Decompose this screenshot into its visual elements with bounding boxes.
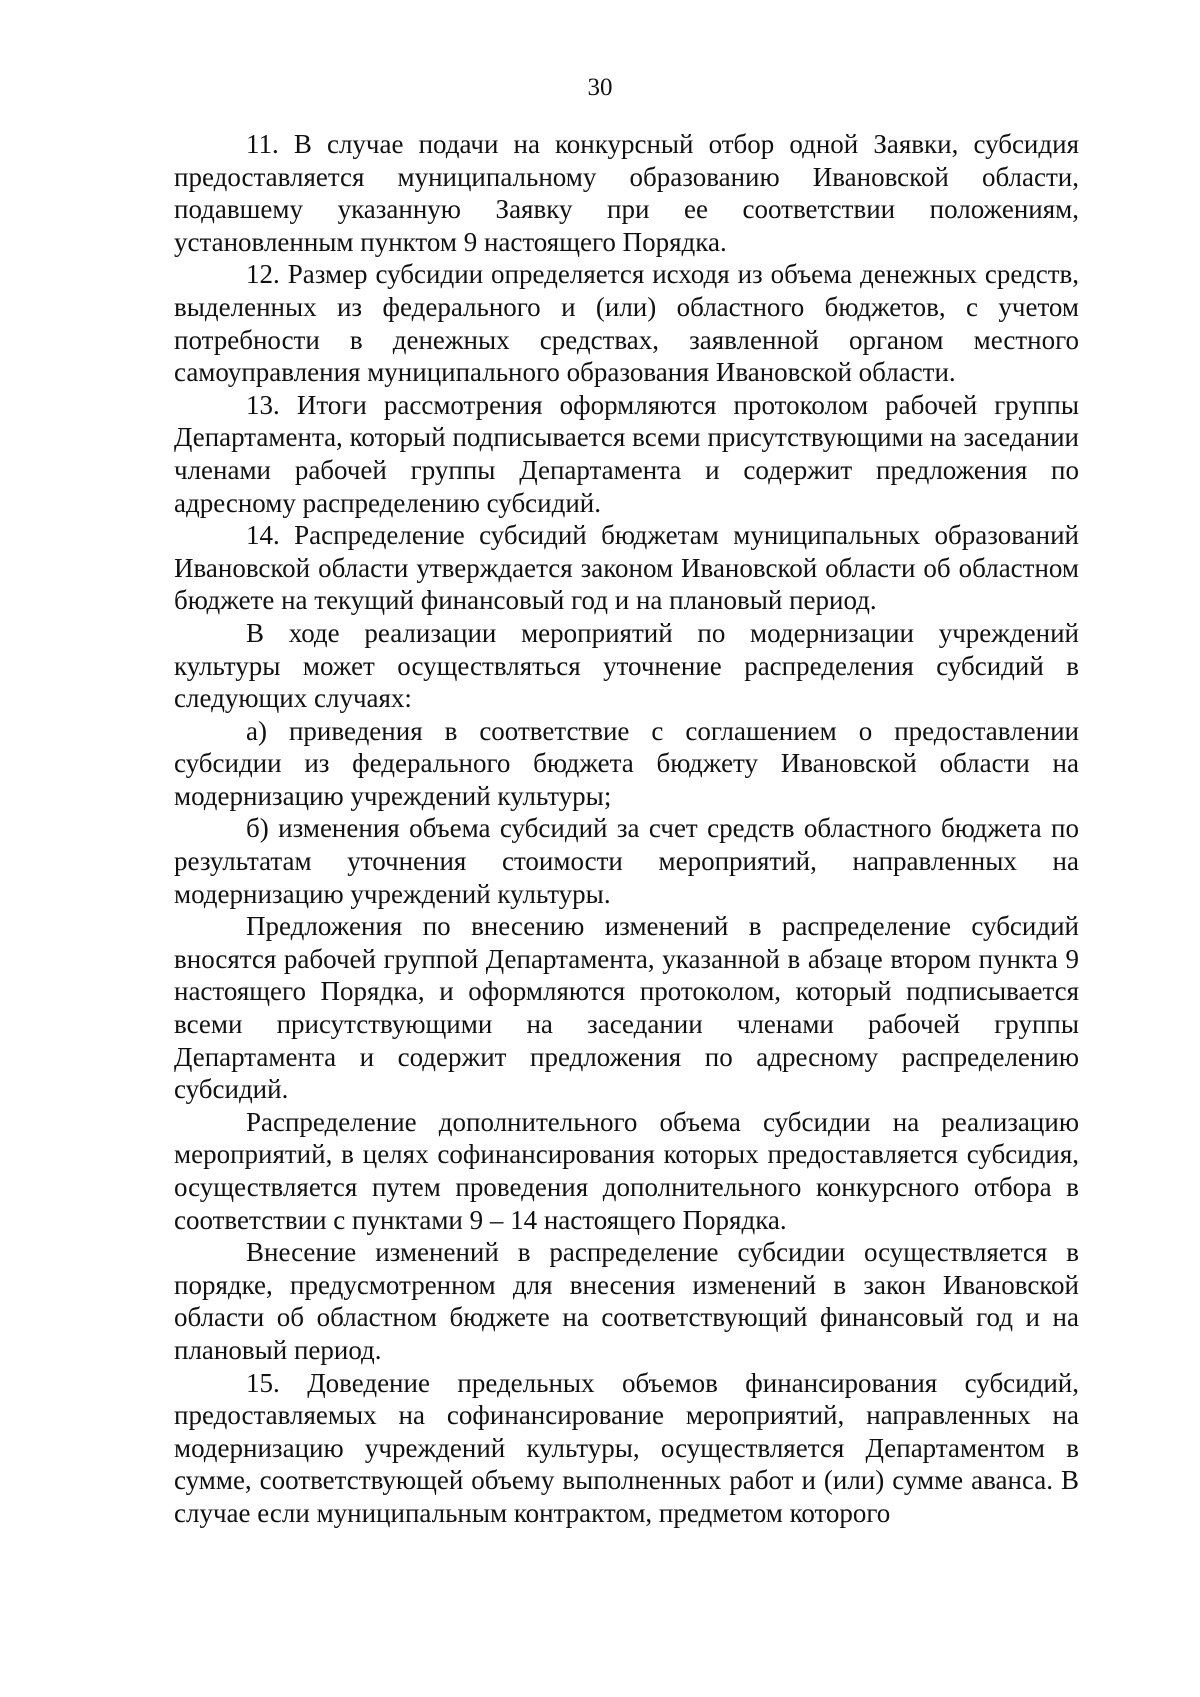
paragraph-item-13: 13. Итоги рассмотрения оформляются протоколом рабочей группы Департамента, который подписывается всеми присутствующими на заседании членами рабочей группы Департамента и содержит предложения по адресному распределению субсидий.	[174, 389, 1079, 518]
paragraph-proposals: Предложения по внесению изменений в распределение субсидий вносятся рабочей группой Департамента, указанной в абзаце втором пункта 9 настоящего Порядка, и оформляются протоколом, который подписывается всеми присутствующими на заседании членами рабочей группы Департамента и содержит предложения по адресному распределению субсидий.	[174, 911, 1079, 1105]
paragraph-item-12: 12. Размер субсидии определяется исходя из объема денежных средств, выделенных из федерального и (или) областного бюджетов, с учетом потребности в денежных средствах, заявленной органом местного самоуправления муниципального образования Ивановской области.	[174, 259, 1079, 388]
paragraph-item-15: 15. Доведение предельных объемов финансирования субсидий, предоставляемых на софинансирование мероприятий, направленных на модернизацию учреждений культуры, осуществляется Департаментом в сумме, соответствующей объему выполненных работ и (или) сумме аванса. В случае если муниципальным контрактом, предметом которого	[174, 1367, 1079, 1528]
paragraph-case-a: а) приведения в соответствие с соглашением о предоставлении субсидии из федерального бюджета бюджету Ивановской области на модернизацию учреждений культуры;	[174, 715, 1079, 811]
paragraph-item-11: 11. В случае подачи на конкурсный отбор одной Заявки, субсидия предоставляется муниципальному образованию Ивановской области, подавшему указанную Заявку при ее соответствии положениям, установленным пунктом 9 настоящего Порядка.	[174, 129, 1079, 257]
page-number: 30	[587, 74, 613, 101]
paragraph-item-14: 14. Распределение субсидий бюджетам муниципальных образований Ивановской области утверждается законом Ивановской области об областном бюджете на текущий финансовый год и на плановый период.	[174, 520, 1079, 616]
paragraph-case-b: б) изменения объема субсидий за счет средств областного бюджета по результатам уточнения стоимости мероприятий, направленных на модернизацию учреждений культуры.	[174, 813, 1079, 909]
paragraph-refinement-intro: В ходе реализации мероприятий по модернизации учреждений культуры может осуществляться уточнение распределения субсидий в следующих случаях:	[174, 617, 1079, 714]
document-body	[174, 128, 1079, 1530]
paragraph-amendments: Внесение изменений в распределение субсидии осуществляется в порядке, предусмотренном для внесения изменений в закон Ивановской области об областном бюджете на соответствующий финансовый год и на плановый период.	[174, 1237, 1079, 1365]
paragraph-additional-distribution: Распределение дополнительного объема субсидии на реализацию мероприятий, в целях софинансирования которых предоставляется субсидия, осуществляется путем проведения дополнительного конкурсного отбора в соответствии с пунктами 9 – 14 настоящего Порядка.	[174, 1106, 1079, 1235]
